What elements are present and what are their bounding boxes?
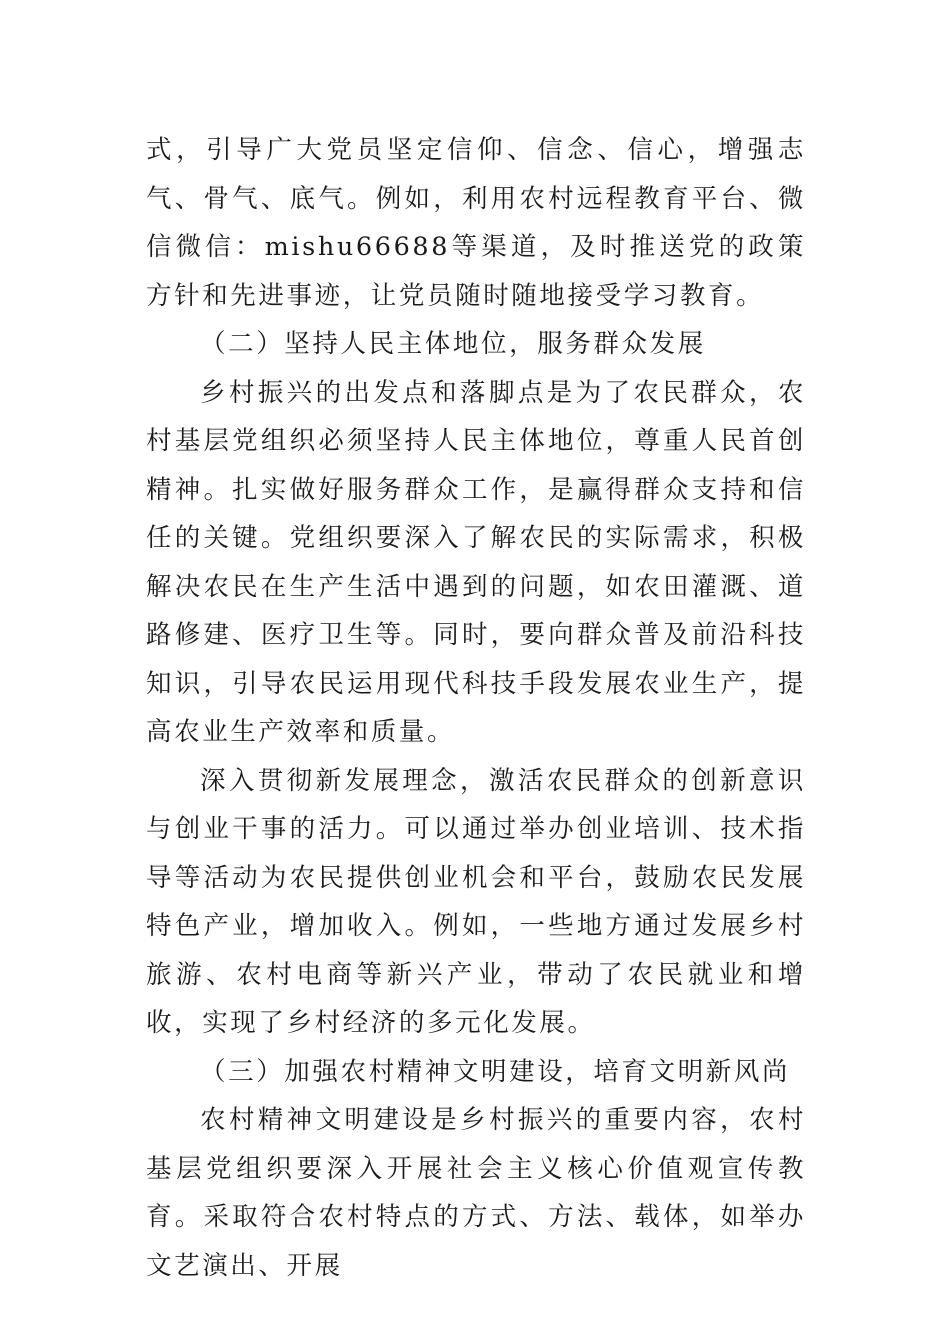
section-heading-3: （三）加强农村精神文明建设，培育文明新风尚 — [200, 1056, 791, 1087]
paragraph-new-development: 深入贯彻新发展理念，激活农民群众的创新意识与创业干事的活力。可以通过举办创业培训、技术指导等活动为农民提供创业机会和平台，鼓励农民发展特色产业，增加收入。例如，一些地方通过发展乡村旅游、农村电商等新兴产业，带动了农民就业和增收，实现了乡村经济的多元化发展。 — [146, 765, 806, 1038]
paragraph-serve-masses: 乡村振兴的出发点和落脚点是为了农民群众，农村基层党组织必须坚持人民主体地位，尊重人民首创精神。扎实做好服务群众工作，是赢得群众支持和信任的关键。党组织要深入了解农民的实际需求，积极解决农民在生产生活中遇到的问题，如农田灌溉、道路修建、医疗卫生等。同时，要向群众普及前沿科技知识，引导农民运用现代科技手段发展农业生产，提高农业生产效率和质量。 — [146, 377, 806, 747]
document-body — [146, 126, 806, 1290]
section-heading-2: （二）坚持人民主体地位，服务群众发展 — [200, 329, 706, 359]
paragraph-spiritual-civilization: 农村精神文明建设是乡村振兴的重要内容，农村基层党组织要深入开展社会主义核心价值观宣传教育。采取符合农村特点的方式、方法、载体，如举办文艺演出、开展 — [146, 1105, 806, 1281]
paragraph-continued: 式，引导广大党员坚定信仰、信念、信心，增强志气、骨气、底气。例如，利用农村远程教育平台、微信微信：mishu66688等渠道，及时推送党的政策方针和先进事迹，让党员随时随地接受学习教育。 — [146, 135, 806, 311]
